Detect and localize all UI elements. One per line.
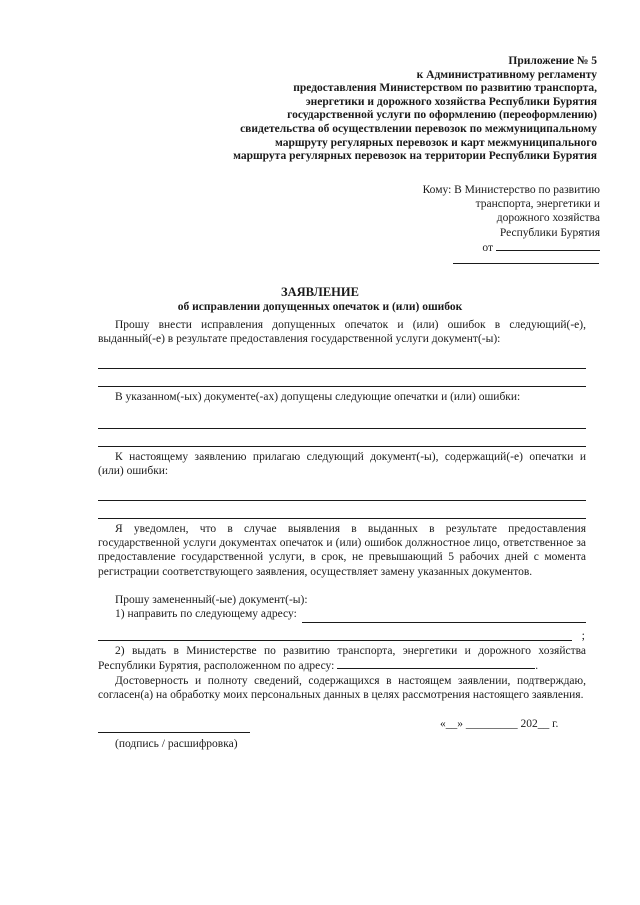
appendix-line: маршрута регулярных перевозок на территории Республики Бурятия (233, 150, 597, 163)
address-field-line[interactable] (302, 622, 586, 623)
addressee-line: дорожного хозяйства (496, 212, 600, 225)
errors-field-line[interactable] (98, 428, 586, 429)
address-semicolon: ; (581, 628, 585, 642)
option-pickup-text: 2) выдать в Министерстве по развитию транспорта, энергетики и дорожного хозяйства Республики Бурятия, расположенном по адресу: (98, 645, 586, 673)
pickup-address-field[interactable] (337, 658, 535, 669)
request-paragraph: Прошу внести исправления допущенных опечаток и (или) ошибок в следующий(-е), выданный(-е) в результате предоставления государственной услуги документ(-ы): (98, 319, 586, 346)
date-field[interactable]: «__» _________ 202__ г. (440, 718, 559, 730)
appendix-line: к Административному регламенту (416, 68, 597, 81)
notice-paragraph: Я уведомлен, что в случае выявления в выданных в результате предоставления государственной услуги документах опечаток и (или) ошибок должностное лицо, ответственное за предоставление государственной услуги, в срок, не превышающий 5 рабочих дней с момента регистрации соответствующего заявления, осуществляет замену указанных документов. (98, 523, 586, 578)
option-send-by-address: 1) направить по следующему адресу: (115, 608, 297, 620)
appendix-header (177, 55, 597, 164)
attachments-field-line[interactable] (98, 500, 586, 501)
appendix-line: Приложение № 5 (508, 55, 597, 67)
replace-request: Прошу замененный(-ые) документ(-ы): (115, 594, 308, 606)
document-title: ЗАЯВЛЕНИЕ (281, 285, 359, 299)
from-label: от (482, 241, 493, 254)
appendix-line: энергетики и дорожного хозяйства Республики Бурятия (305, 95, 597, 108)
address-field-line[interactable] (98, 640, 572, 641)
addressee-line: Кому: В Министерство по развитию (422, 184, 600, 196)
appendix-line: свидетельства об осуществлении перевозок по межмуниципальному (240, 122, 597, 135)
option-pickup-paragraph (98, 644, 586, 673)
errors-field-line[interactable] (98, 446, 586, 447)
appendix-line: предоставления Министерством по развитию транспорта, (293, 82, 597, 95)
option-pickup-end: . (535, 660, 539, 673)
addressee-line: Республики Бурятия (499, 226, 600, 239)
consent-paragraph: Достоверность и полноту сведений, содержащихся в настоящем заявлении, подтверждаю, согласен(а) на обработку моих персональных данных в целях рассмотрения настоящего заявления. (98, 675, 586, 702)
appendix-line: государственной услуги по оформлению (переоформлению) (287, 109, 597, 122)
attachments-field-line[interactable] (98, 518, 586, 519)
appendix-line: маршруту регулярных перевозок и карт межмуниципального (274, 136, 597, 149)
from-row (340, 240, 600, 255)
attachments-paragraph: К настоящему заявлению прилагаю следующий документ(-ы), содержащий(-е) опечатки и (или) ошибки: (98, 451, 586, 478)
document-field-line[interactable] (98, 386, 586, 387)
addressee-block (340, 183, 600, 255)
document-field-line[interactable] (98, 368, 586, 369)
signature-caption: (подпись / расшифровка) (115, 738, 238, 750)
addressee-line: транспорта, энергетики и (475, 198, 600, 211)
from-field[interactable] (496, 240, 600, 251)
document-subtitle: об исправлении допущенных опечаток и (или) ошибок (177, 301, 463, 313)
from-field-continuation[interactable] (453, 263, 599, 264)
errors-paragraph: В указанном(-ых) документе(-ах) допущены следующие опечатки и (или) ошибки: (115, 391, 521, 403)
signature-field[interactable] (98, 732, 250, 733)
